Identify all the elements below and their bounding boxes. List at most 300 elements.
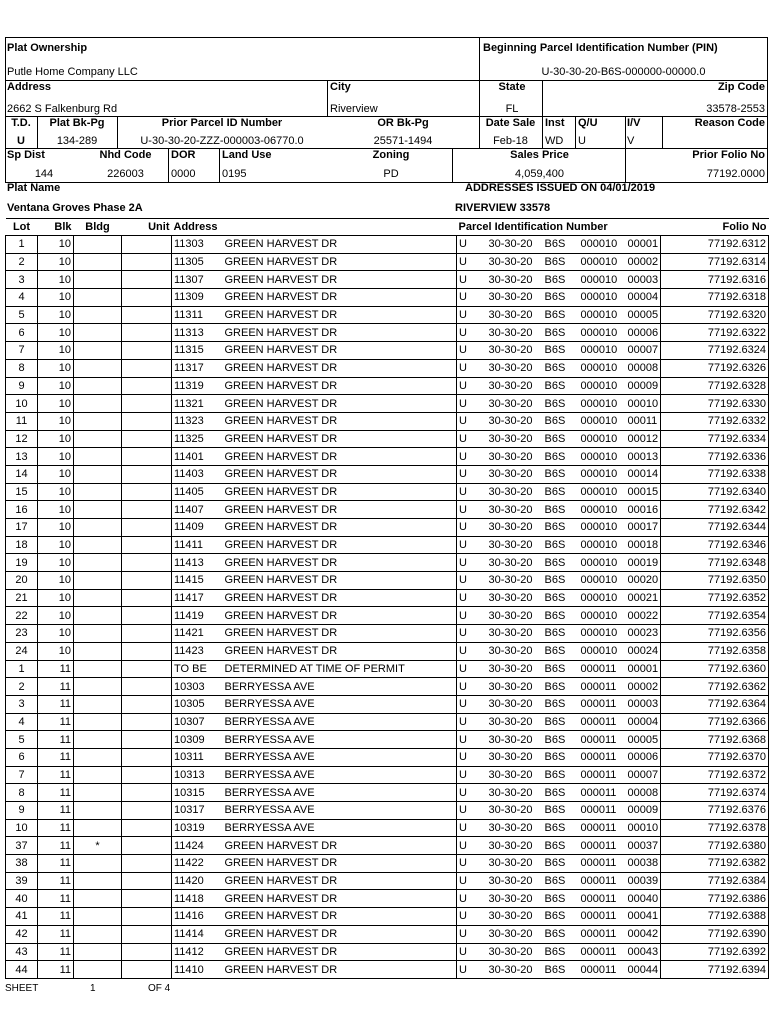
address-number-cell: 11412	[172, 943, 223, 961]
lot-cell: 10	[6, 819, 38, 837]
rule	[575, 116, 576, 148]
subdivision-cell: B6S	[543, 925, 579, 943]
rule	[5, 116, 768, 117]
td-cell: U	[457, 342, 487, 360]
street-name-cell: GREEN HARVEST DR	[223, 642, 457, 660]
lot-number-cell: 00017	[626, 519, 661, 537]
table-row	[6, 412, 769, 430]
bldg-cell	[74, 589, 122, 607]
sheet-of-total: OF 4	[148, 982, 171, 994]
bldg-cell	[74, 572, 122, 590]
lot-number-cell: 00003	[626, 271, 661, 289]
block-cell: 000011	[579, 943, 626, 961]
unit-cell	[122, 890, 172, 908]
street-name-cell: BERRYESSA AVE	[223, 819, 457, 837]
address-number-cell: 11414	[172, 925, 223, 943]
lot-cell: 41	[6, 908, 38, 926]
col-bldg: Bldg	[74, 219, 122, 236]
street-name-cell: BERRYESSA AVE	[223, 802, 457, 820]
td-cell: U	[457, 377, 487, 395]
plat-name-label: Plat Name	[7, 182, 61, 194]
rule	[452, 148, 453, 182]
folio-cell: 77192.6390	[661, 925, 769, 943]
block-cell: 000010	[579, 324, 626, 342]
subdivision-cell: B6S	[543, 572, 579, 590]
bldg-cell	[74, 678, 122, 696]
section-cell: 30-30-20	[487, 412, 543, 430]
table-row	[6, 483, 769, 501]
blk-cell: 10	[38, 306, 74, 324]
section-cell: 30-30-20	[487, 607, 543, 625]
blk-cell: 10	[38, 412, 74, 430]
address-number-cell: 10317	[172, 802, 223, 820]
folio-cell: 77192.6332	[661, 412, 769, 430]
blk-cell: 11	[38, 695, 74, 713]
lot-number-cell: 00005	[626, 306, 661, 324]
lot-cell: 20	[6, 572, 38, 590]
street-name-cell: GREEN HARVEST DR	[223, 289, 457, 307]
lot-cell: 6	[6, 748, 38, 766]
block-cell: 000010	[579, 625, 626, 643]
lot-cell: 1	[6, 660, 38, 678]
lot-cell: 11	[6, 412, 38, 430]
unit-cell	[122, 766, 172, 784]
lot-cell: 16	[6, 501, 38, 519]
block-cell: 000010	[579, 501, 626, 519]
bldg-cell	[74, 465, 122, 483]
rule	[479, 80, 480, 116]
rule	[542, 116, 543, 148]
land-use-label: Land Use	[222, 149, 272, 161]
section-cell: 30-30-20	[487, 819, 543, 837]
section-cell: 30-30-20	[487, 678, 543, 696]
col-lot: Lot	[6, 219, 38, 236]
blk-cell: 11	[38, 784, 74, 802]
subdivision-cell: B6S	[543, 465, 579, 483]
unit-cell	[122, 784, 172, 802]
bldg-cell	[74, 271, 122, 289]
bldg-cell	[74, 784, 122, 802]
lot-number-cell: 00007	[626, 342, 661, 360]
subdivision-cell: B6S	[543, 748, 579, 766]
blk-cell: 11	[38, 855, 74, 873]
lot-number-cell: 00016	[626, 501, 661, 519]
subdivision-cell: B6S	[543, 784, 579, 802]
section-cell: 30-30-20	[487, 306, 543, 324]
street-name-cell: GREEN HARVEST DR	[223, 430, 457, 448]
bldg-cell	[74, 306, 122, 324]
section-cell: 30-30-20	[487, 660, 543, 678]
blk-cell: 10	[38, 519, 74, 537]
address-number-cell: 11409	[172, 519, 223, 537]
td-cell: U	[457, 713, 487, 731]
bldg-cell	[74, 802, 122, 820]
td-cell: U	[457, 589, 487, 607]
blk-cell: 11	[38, 731, 74, 749]
blk-cell: 10	[38, 625, 74, 643]
table-row	[6, 872, 769, 890]
lot-number-cell: 00002	[626, 253, 661, 271]
reason-code-label: Reason Code	[694, 117, 765, 129]
folio-cell: 77192.6364	[661, 695, 769, 713]
unit-cell	[122, 395, 172, 413]
section-cell: 30-30-20	[487, 908, 543, 926]
td-cell: U	[457, 837, 487, 855]
col-unit: Unit	[122, 219, 172, 236]
address-number-cell: 10315	[172, 784, 223, 802]
lot-cell: 42	[6, 925, 38, 943]
block-cell: 000011	[579, 695, 626, 713]
street-name-cell: GREEN HARVEST DR	[223, 855, 457, 873]
plat-bkpg-value: 134-289	[56, 135, 98, 147]
blk-cell: 11	[38, 660, 74, 678]
table-row	[6, 678, 769, 696]
block-cell: 000010	[579, 306, 626, 324]
blk-cell: 11	[38, 713, 74, 731]
address-number-cell: 11423	[172, 642, 223, 660]
bldg-cell	[74, 289, 122, 307]
section-cell: 30-30-20	[487, 554, 543, 572]
header-block	[5, 37, 768, 182]
unit-cell	[122, 359, 172, 377]
lot-number-cell: 00024	[626, 642, 661, 660]
bldg-cell	[74, 342, 122, 360]
lot-cell: 40	[6, 890, 38, 908]
table-row	[6, 501, 769, 519]
lot-cell: 15	[6, 483, 38, 501]
street-name-cell: GREEN HARVEST DR	[223, 306, 457, 324]
block-cell: 000011	[579, 908, 626, 926]
address-number-cell: 11403	[172, 465, 223, 483]
section-cell: 30-30-20	[487, 253, 543, 271]
subdivision-cell: B6S	[543, 607, 579, 625]
owner-name: Putle Home Company LLC	[7, 66, 138, 78]
block-cell: 000010	[579, 642, 626, 660]
lot-number-cell: 00006	[626, 324, 661, 342]
unit-cell	[122, 572, 172, 590]
section-cell: 30-30-20	[487, 802, 543, 820]
td-cell: U	[457, 925, 487, 943]
blk-cell: 11	[38, 819, 74, 837]
td-cell: U	[457, 908, 487, 926]
unit-cell	[122, 731, 172, 749]
address-number-cell: 11417	[172, 589, 223, 607]
blk-cell: 10	[38, 448, 74, 466]
block-cell: 000010	[579, 359, 626, 377]
lot-cell: 1	[6, 236, 38, 254]
subdivision-cell: B6S	[543, 519, 579, 537]
address-number-cell: 11321	[172, 395, 223, 413]
td-cell: U	[457, 536, 487, 554]
unit-cell	[122, 802, 172, 820]
lot-cell: 4	[6, 713, 38, 731]
block-cell: 000010	[579, 271, 626, 289]
bldg-cell	[74, 943, 122, 961]
td-cell: U	[457, 253, 487, 271]
unit-cell	[122, 430, 172, 448]
section-cell: 30-30-20	[487, 359, 543, 377]
unit-cell	[122, 448, 172, 466]
plat-ownership-label: Plat Ownership	[7, 42, 88, 54]
lot-cell: 6	[6, 324, 38, 342]
beginning-pin-label: Beginning Parcel Identification Number (PIN)	[483, 42, 718, 54]
bldg-cell	[74, 908, 122, 926]
sheet-footer	[5, 983, 768, 994]
street-name-cell: GREEN HARVEST DR	[223, 412, 457, 430]
lot-cell: 5	[6, 731, 38, 749]
blk-cell: 10	[38, 572, 74, 590]
plat-bkpg-label: Plat Bk-Pg	[49, 117, 105, 129]
street-name-cell: GREEN HARVEST DR	[223, 908, 457, 926]
td-cell: U	[457, 554, 487, 572]
subdivision-cell: B6S	[543, 961, 579, 979]
folio-cell: 77192.6330	[661, 395, 769, 413]
address-number-cell: 11401	[172, 448, 223, 466]
col-blk: Blk	[38, 219, 74, 236]
section-cell: 30-30-20	[487, 448, 543, 466]
td-cell: U	[457, 943, 487, 961]
subdivision-cell: B6S	[543, 377, 579, 395]
plat-ownership-sheet	[5, 37, 768, 994]
blk-cell: 11	[38, 748, 74, 766]
lot-number-cell: 00041	[626, 908, 661, 926]
blk-cell: 10	[38, 271, 74, 289]
unit-cell	[122, 607, 172, 625]
street-name-cell: BERRYESSA AVE	[223, 713, 457, 731]
bldg-cell	[74, 748, 122, 766]
section-cell: 30-30-20	[487, 430, 543, 448]
street-name-cell: GREEN HARVEST DR	[223, 395, 457, 413]
table-row	[6, 253, 769, 271]
table-row	[6, 855, 769, 873]
table-row	[6, 271, 769, 289]
street-name-cell: BERRYESSA AVE	[223, 766, 457, 784]
address-number-cell: 11420	[172, 872, 223, 890]
rule	[625, 148, 626, 182]
blk-cell: 10	[38, 359, 74, 377]
section-cell: 30-30-20	[487, 855, 543, 873]
blk-cell: 10	[38, 324, 74, 342]
lot-number-cell: 00018	[626, 536, 661, 554]
unit-cell	[122, 872, 172, 890]
block-cell: 000010	[579, 253, 626, 271]
section-cell: 30-30-20	[487, 766, 543, 784]
folio-cell: 77192.6338	[661, 465, 769, 483]
unit-cell	[122, 483, 172, 501]
rule	[625, 116, 626, 148]
table-row	[6, 536, 769, 554]
td-cell: U	[457, 465, 487, 483]
lot-number-cell: 00013	[626, 448, 661, 466]
address-number-cell: 10309	[172, 731, 223, 749]
td-cell: U	[457, 448, 487, 466]
folio-cell: 77192.6318	[661, 289, 769, 307]
lot-cell: 2	[6, 253, 38, 271]
section-cell: 30-30-20	[487, 837, 543, 855]
bldg-cell	[74, 501, 122, 519]
iv-label: I/V	[627, 117, 641, 129]
section-cell: 30-30-20	[487, 784, 543, 802]
lot-number-cell: 00008	[626, 359, 661, 377]
prior-folio-value: 77192.0000	[706, 168, 765, 180]
lot-cell: 21	[6, 589, 38, 607]
blk-cell: 10	[38, 377, 74, 395]
address-number-cell: 11424	[172, 837, 223, 855]
street-name-cell: GREEN HARVEST DR	[223, 324, 457, 342]
lot-cell: 3	[6, 271, 38, 289]
lot-number-cell: 00037	[626, 837, 661, 855]
city-value: Riverview	[330, 103, 378, 115]
blk-cell: 10	[38, 501, 74, 519]
street-name-cell: GREEN HARVEST DR	[223, 465, 457, 483]
block-cell: 000011	[579, 872, 626, 890]
folio-cell: 77192.6378	[661, 819, 769, 837]
section-cell: 30-30-20	[487, 395, 543, 413]
td-cell: U	[457, 519, 487, 537]
block-cell: 000010	[579, 395, 626, 413]
bldg-cell	[74, 766, 122, 784]
address-number-cell: 10305	[172, 695, 223, 713]
subdivision-cell: B6S	[543, 271, 579, 289]
folio-cell: 77192.6316	[661, 271, 769, 289]
blk-cell: 10	[38, 342, 74, 360]
unit-cell	[122, 695, 172, 713]
address-number-cell: 11405	[172, 483, 223, 501]
subdivision-cell: B6S	[543, 236, 579, 254]
address-number-cell: 11313	[172, 324, 223, 342]
folio-cell: 77192.6348	[661, 554, 769, 572]
table-row	[6, 306, 769, 324]
folio-cell: 77192.6352	[661, 589, 769, 607]
lot-number-cell: 00012	[626, 430, 661, 448]
td-cell: U	[457, 607, 487, 625]
qu-label: Q/U	[578, 117, 598, 129]
section-cell: 30-30-20	[487, 961, 543, 979]
col-address: Address	[172, 219, 457, 236]
folio-cell: 77192.6314	[661, 253, 769, 271]
rule	[479, 38, 480, 80]
address-number-cell: 11416	[172, 908, 223, 926]
blk-cell: 10	[38, 554, 74, 572]
subdivision-cell: B6S	[543, 695, 579, 713]
lot-cell: 8	[6, 359, 38, 377]
date-sale-label: Date Sale	[485, 117, 536, 129]
lot-cell: 12	[6, 430, 38, 448]
address-number-cell: 11305	[172, 253, 223, 271]
blk-cell: 11	[38, 908, 74, 926]
unit-cell	[122, 306, 172, 324]
bldg-cell	[74, 660, 122, 678]
address-number-cell: 11307	[172, 271, 223, 289]
table-row	[6, 236, 769, 254]
block-cell: 000011	[579, 925, 626, 943]
bldg-cell	[74, 731, 122, 749]
folio-cell: 77192.6376	[661, 802, 769, 820]
folio-cell: 77192.6382	[661, 855, 769, 873]
unit-cell	[122, 536, 172, 554]
lot-number-cell: 00042	[626, 925, 661, 943]
iv-value: V	[627, 135, 635, 147]
address-number-cell: 11407	[172, 501, 223, 519]
block-cell: 000010	[579, 607, 626, 625]
unit-cell	[122, 377, 172, 395]
street-name-cell: GREEN HARVEST DR	[223, 943, 457, 961]
block-cell: 000011	[579, 819, 626, 837]
block-cell: 000011	[579, 802, 626, 820]
subdivision-cell: B6S	[543, 289, 579, 307]
blk-cell: 10	[38, 642, 74, 660]
bldg-cell	[74, 412, 122, 430]
unit-cell	[122, 943, 172, 961]
lot-cell: 18	[6, 536, 38, 554]
folio-cell: 77192.6384	[661, 872, 769, 890]
block-cell: 000011	[579, 784, 626, 802]
bldg-cell	[74, 872, 122, 890]
unit-cell	[122, 908, 172, 926]
td-cell: U	[457, 483, 487, 501]
unit-cell	[122, 837, 172, 855]
block-cell: 000011	[579, 837, 626, 855]
blk-cell: 10	[38, 483, 74, 501]
subdivision-cell: B6S	[543, 855, 579, 873]
table-row	[6, 943, 769, 961]
folio-cell: 77192.6354	[661, 607, 769, 625]
section-cell: 30-30-20	[487, 536, 543, 554]
td-cell: U	[457, 766, 487, 784]
blk-cell: 10	[38, 465, 74, 483]
bldg-cell	[74, 607, 122, 625]
addresses-issued: ADDRESSES ISSUED ON 04/01/2019	[465, 182, 656, 194]
subdivision-cell: B6S	[543, 589, 579, 607]
lot-number-cell: 00009	[626, 802, 661, 820]
subdivision-cell: B6S	[543, 625, 579, 643]
address-number-cell: 10311	[172, 748, 223, 766]
table-body	[6, 236, 769, 979]
unit-cell	[122, 342, 172, 360]
street-name-cell: BERRYESSA AVE	[223, 695, 457, 713]
unit-cell	[122, 554, 172, 572]
table-row	[6, 925, 769, 943]
street-name-cell: GREEN HARVEST DR	[223, 501, 457, 519]
address-number-cell: 11317	[172, 359, 223, 377]
blk-cell: 11	[38, 678, 74, 696]
rule	[327, 80, 328, 116]
col-folio: Folio No	[661, 219, 769, 236]
lot-number-cell: 00011	[626, 412, 661, 430]
plat-name-block	[5, 182, 768, 218]
street-name-cell: GREEN HARVEST DR	[223, 961, 457, 979]
table-row	[6, 802, 769, 820]
block-cell: 000010	[579, 430, 626, 448]
inst-value: WD	[545, 135, 564, 147]
subdivision-cell: B6S	[543, 802, 579, 820]
lot-number-cell: 00014	[626, 465, 661, 483]
lot-number-cell: 00004	[626, 713, 661, 731]
lot-cell: 39	[6, 872, 38, 890]
folio-cell: 77192.6346	[661, 536, 769, 554]
block-cell: 000011	[579, 766, 626, 784]
subdivision-cell: B6S	[543, 766, 579, 784]
street-name-cell: GREEN HARVEST DR	[223, 342, 457, 360]
street-name-cell: GREEN HARVEST DR	[223, 625, 457, 643]
block-cell: 000010	[579, 589, 626, 607]
bldg-cell	[74, 554, 122, 572]
table-row	[6, 342, 769, 360]
folio-cell: 77192.6360	[661, 660, 769, 678]
beginning-pin: U-30-30-20-B6S-000000-00000.0	[541, 66, 706, 78]
td-cell: U	[457, 802, 487, 820]
folio-cell: 77192.6324	[661, 342, 769, 360]
